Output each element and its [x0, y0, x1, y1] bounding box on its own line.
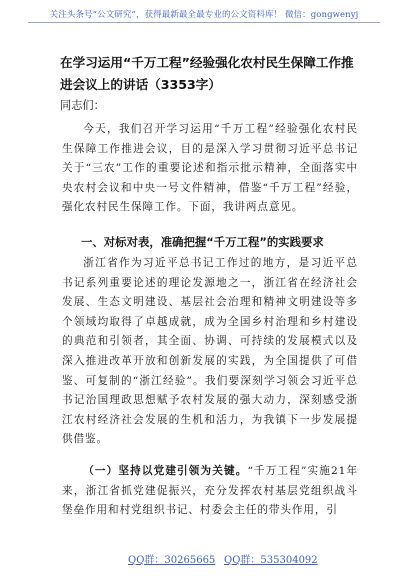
section-heading-1: 一、对标对表，准确把握“千万工程”的实践要求 [81, 235, 324, 249]
salutation: 同志们： [60, 99, 105, 112]
paragraph-intro: 今天，我们召开学习运用“千万工程”经验强化农村民生保障工作推进会议，目的是深入学习贯彻习近平总书记关于“三农”工作的重要论述和指示批示精神，全面落实中央农村会议和中央一号文件精神，借鉴“千万工程”经验，强化农村民生保障工作。下面，我讲两点意见。 [62, 123, 358, 214]
footer-qq-group-2[interactable]: QQ群：535304092 [224, 555, 318, 566]
subheading-1: （一）坚持以党建引领为关键。 [83, 465, 248, 477]
header-notice: 关注头条号“公文研究”，获得最新最全最专业的公文资料库！ 微信：gongwenyj [49, 10, 359, 20]
paragraph-zhejiang: 浙江省作为习近平总书记工作过的地方，是习近平总书记系列重要论述的理论发源地之一，浙江省在经济社会发展、生态文明建设、基层社会治理和精神文明建设等多个领域均取得了卓越成就，成为全国乡村治理和乡村建设的典范和引领者，其全面、协调、可持续的发展模式以及深入推进改革开放和创新发展的实践，为全国提供了可借鉴、可复制的“浙江经验”。我们要深刻学习领会习近平总书记治国理政思想赋予农村发展的强大动力，深刻感受浙江农村经济社会发展的生机和活力，为我镇下一步发展提供借鉴。 [62, 257, 358, 446]
header-divider [28, 22, 380, 23]
footer-qq-group-1[interactable]: QQ群：30265665 [128, 555, 216, 566]
paragraph-party-building-text: “千万工程”实施21年来，浙江省抓党建促振兴，充分发挥农村基层党组织战斗堡垒作用和村党组织书记、村委会主任的带头作用，引 [62, 465, 358, 517]
document-title: 在学习运用“千万工程”经验强化农村民生保障工作推进会议上的讲话（3353字） [60, 55, 354, 92]
paragraph-party-building [62, 462, 358, 521]
